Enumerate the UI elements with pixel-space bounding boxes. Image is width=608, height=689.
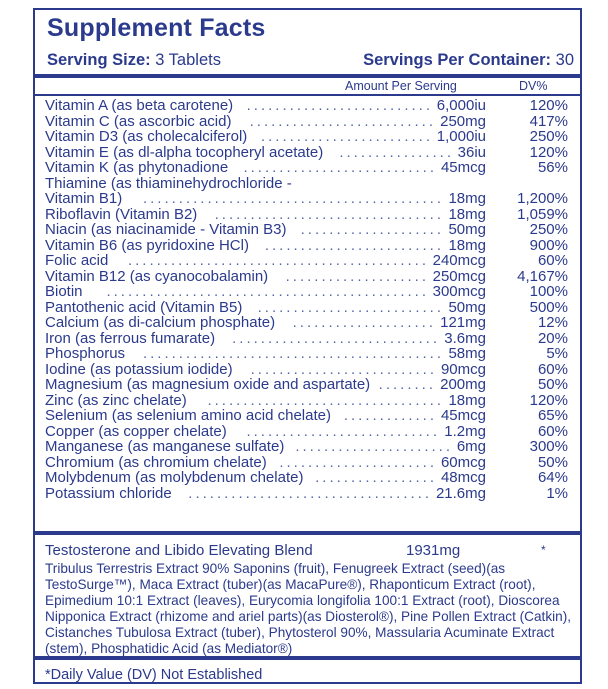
nutrient-dv: 250% [529, 128, 568, 145]
nutrient-name: Vitamin E (as dl-alpha tocopheryl acetate) [45, 143, 324, 161]
dot-leader: .......................................... [127, 253, 429, 269]
nutrient-dv: 20% [537, 329, 568, 347]
footnote-rule [35, 656, 580, 660]
nutrient-dv: 120% [529, 143, 568, 161]
nutrient-amount: 240mcg [432, 252, 486, 269]
nutrient-dv: 12% [537, 314, 568, 331]
nutrient-row [45, 300, 572, 316]
serving-size-value: 3 Tablets [155, 51, 221, 69]
nutrient-name: Vitamin B1) [45, 190, 123, 207]
dot-leader: .................... [285, 268, 429, 284]
nutrient-dv: 120% [529, 97, 568, 114]
nutrient-dv: 65% [537, 407, 568, 424]
dot-leader: ................................. [207, 392, 444, 408]
nutrient-dv: 50% [537, 453, 568, 471]
nutrient-row [45, 269, 572, 285]
column-header-amount: Amount Per Serving [345, 79, 457, 93]
nutrient-dv: 120% [529, 391, 568, 409]
nutrient-row [45, 160, 572, 176]
nutrient-name: Vitamin A (as beta carotene) [45, 97, 234, 114]
nutrient-amount: 36iu [457, 143, 486, 161]
servings-per-value: 30 [555, 51, 574, 69]
nutrient-amount: 21.6mg [435, 484, 486, 502]
nutrient-amount: 250mcg [432, 267, 486, 285]
nutrient-amount: 1.2mg [444, 422, 486, 440]
nutrient-list [45, 98, 572, 501]
nutrient-name: Magnesium (as magnesium oxide and aspartate) [45, 376, 371, 393]
nutrient-name: Chromium (as chromium chelate) [45, 453, 267, 471]
serving-size [47, 51, 221, 70]
nutrient-name: Vitamin B12 (as cyanocobalamin) [45, 267, 269, 285]
column-rule [35, 94, 580, 96]
dot-leader: .......................... [246, 98, 433, 114]
nutrient-dv: 60% [537, 422, 568, 440]
dot-leader: .......................... [257, 299, 444, 315]
dot-leader: ........................... [243, 160, 437, 176]
nutrient-amount: 121mg [440, 314, 486, 331]
nutrient-row [45, 486, 572, 502]
nutrient-row [45, 145, 572, 161]
nutrient-dv: 417% [529, 112, 568, 130]
nutrient-dv: 60% [537, 360, 568, 378]
nutrient-row [45, 207, 572, 223]
dot-leader: ........................ [260, 129, 433, 145]
nutrient-amount: 18mg [448, 236, 486, 254]
nutrient-row [45, 315, 572, 331]
nutrient-row [45, 455, 572, 471]
nutrient-row [45, 129, 572, 145]
nutrient-name: Pantothenic acid (Vitamin B5) [45, 298, 243, 316]
nutrient-row [45, 253, 572, 269]
nutrient-dv: 64% [537, 469, 568, 486]
servings-per-container [363, 51, 574, 70]
nutrient-name: Folic acid [45, 252, 109, 269]
blend-header [45, 542, 572, 559]
nutrient-amount: 6,000iu [436, 97, 486, 114]
nutrient-row [45, 98, 572, 114]
blend-dv: * [541, 543, 546, 557]
dot-leader: .......................................... [142, 191, 444, 207]
dot-leader: .................... [292, 315, 436, 331]
dot-leader: ................ [339, 144, 454, 160]
nutrient-amount: 90mcg [440, 360, 486, 378]
nutrient-row [45, 424, 572, 440]
dot-leader: ......................... [264, 237, 444, 253]
footnote: *Daily Value (DV) Not Established [45, 667, 263, 683]
nutrient-row [45, 346, 572, 362]
nutrient-amount: 1,000iu [436, 128, 486, 145]
nutrient-name: Potassium chloride [45, 484, 172, 502]
nutrient-name: Zinc (as zinc chelate) [45, 391, 187, 409]
blend-name: Testosterone and Libido Elevating Blend [45, 542, 313, 559]
nutrient-dv: 1,200% [517, 190, 568, 207]
dot-leader: ................. [315, 470, 437, 486]
dot-leader: ........ [378, 377, 436, 393]
nutrient-row [45, 362, 572, 378]
nutrient-row [45, 470, 572, 486]
nutrient-amount: 6mg [456, 438, 486, 455]
nutrient-amount: 18mg [448, 190, 486, 207]
nutrient-dv: 60% [537, 252, 568, 269]
nutrient-dv: 56% [537, 159, 568, 176]
panel-title: Supplement Facts [47, 14, 266, 42]
nutrient-amount: 50mg [448, 298, 486, 316]
nutrient-amount: 300mcg [432, 283, 486, 300]
nutrient-row [45, 114, 572, 130]
serving-line [47, 51, 574, 73]
nutrient-row [45, 191, 572, 207]
dot-leader: ...................... [279, 454, 437, 470]
dot-leader: ...................... [295, 439, 453, 455]
serving-size-label: Serving Size: [47, 51, 151, 69]
blend-rule [35, 531, 580, 535]
nutrient-dv: 100% [529, 283, 568, 300]
nutrient-dv: 50% [537, 376, 568, 393]
nutrient-dv: 5% [546, 345, 568, 362]
nutrient-name: Vitamin C (as ascorbic acid) [45, 112, 232, 130]
nutrient-row [45, 176, 572, 192]
nutrient-amount: 45mcg [440, 407, 486, 424]
nutrient-row [45, 284, 572, 300]
blend-amount: 1931mg [406, 542, 461, 559]
dot-leader: .......................................... [142, 346, 444, 362]
nutrient-name: Riboflavin (Vitamin B2) [45, 205, 198, 223]
nutrient-dv: 250% [529, 221, 568, 238]
dot-leader: ........................... [246, 423, 440, 439]
column-header-dv: DV% [519, 79, 548, 93]
nutrient-dv: 1% [546, 484, 568, 502]
nutrient-amount: 48mcg [440, 469, 486, 486]
nutrient-amount: 58mg [448, 345, 486, 362]
nutrient-row [45, 222, 572, 238]
nutrient-amount: 200mg [440, 376, 486, 393]
dot-leader: ............. [343, 408, 437, 424]
proprietary-blend [45, 542, 572, 657]
header-rule [35, 74, 580, 78]
nutrient-amount: 50mg [448, 221, 486, 238]
nutrient-name: Phosphorus [45, 345, 126, 362]
nutrient-name: Copper (as copper chelate) [45, 422, 227, 440]
nutrient-dv: 4,167% [517, 267, 568, 285]
nutrient-name: Niacin (as niacinamide - Vitamin B3) [45, 221, 287, 238]
dot-leader: ............................. [232, 330, 440, 346]
nutrient-row [45, 377, 572, 393]
dot-leader: .................... [300, 222, 444, 238]
nutrient-row [45, 408, 572, 424]
nutrient-name: Vitamin B6 (as pyridoxine HCl) [45, 236, 249, 254]
dot-leader: ................................ [214, 206, 444, 222]
nutrient-amount: 18mg [448, 205, 486, 223]
nutrient-name: Molybdenum (as molybdenum chelate) [45, 469, 304, 486]
nutrient-dv: 1,059% [517, 205, 568, 223]
nutrient-dv: 900% [529, 236, 568, 254]
nutrient-amount: 3.6mg [444, 329, 486, 347]
nutrient-row [45, 331, 572, 347]
nutrient-name: Selenium (as selenium amino acid chelate) [45, 407, 331, 424]
dot-leader: .................................. [188, 485, 432, 501]
nutrient-name: Thiamine (as thiaminehydrochloride - [45, 174, 292, 192]
nutrient-amount: 60mcg [440, 453, 486, 471]
nutrient-amount: 18mg [448, 391, 486, 409]
nutrient-row [45, 439, 572, 455]
dot-leader: .......................... [250, 361, 437, 377]
nutrient-row [45, 238, 572, 254]
nutrient-dv: 300% [529, 438, 568, 455]
supplement-facts-panel [33, 8, 582, 684]
dot-leader: .......................... [249, 113, 436, 129]
nutrient-name: Vitamin D3 (as cholecalciferol) [45, 128, 248, 145]
nutrient-row [45, 393, 572, 409]
servings-per-label: Servings Per Container: [363, 51, 552, 69]
nutrient-name: Manganese (as manganese sulfate) [45, 438, 285, 455]
nutrient-name: Biotin [45, 283, 83, 300]
nutrient-dv: 500% [529, 298, 568, 316]
dot-leader: ............................................. [106, 284, 429, 300]
nutrient-name: Calcium (as di-calcium phosphate) [45, 314, 276, 331]
nutrient-amount: 45mcg [440, 159, 486, 176]
nutrient-name: Vitamin K (as phytonadione [45, 159, 229, 176]
nutrient-name: Iron (as ferrous fumarate) [45, 329, 216, 347]
nutrient-name: Iodine (as potassium iodide) [45, 360, 233, 378]
nutrient-amount: 250mg [440, 112, 486, 130]
blend-ingredients: Tribulus Terrestris Extract 90% Saponins (fruit), Fenugreek Extract (seed)(as TestoSurge™), Maca Extract (tuber)(as MacaPure®), Rhaponticum Extract (root), Epimedium 10:1 Extract (leaves), Eurycomia longifolia 100:1 Extract (root), Dioscorea Nipponica Extract (rhizome and ariel parts)(as Diosterol®), Pine Pollen Extract (Catkin), Cistanches Tubulosa Extract (tuber), Phytosterol 90%, Massularia Acuminate Extract (stem), Phosphatidic Acid (as Mediator®) [45, 561, 572, 656]
